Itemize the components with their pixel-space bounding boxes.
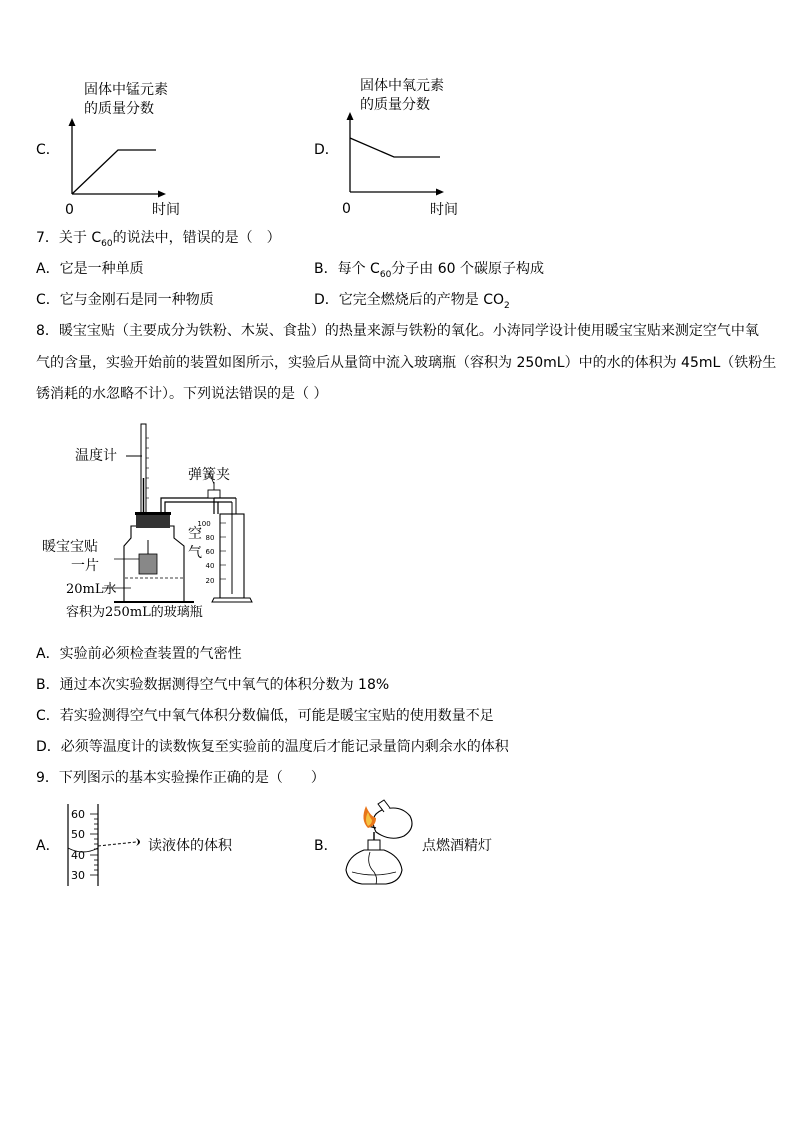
graph-d-ylabel-line2: 的质量分数 xyxy=(360,97,430,113)
graph-c-y-arrow xyxy=(69,118,76,126)
q8-stem-line1: 8．暖宝宝贴（主要成分为铁粉、木炭、食盐）的热量来源与铁粉的氧化。小涛同学设计使用暖宝宝贴来测定空气中氧 xyxy=(36,323,759,339)
graduated-cylinder-reading-figure xyxy=(60,800,150,890)
label-bottle: 容积为250mL的玻璃瓶 xyxy=(66,605,203,620)
q9-stem: 9．下列图示的基本实验操作正确的是（ ） xyxy=(36,770,325,786)
graph-d-origin: 0 xyxy=(342,201,351,217)
graph-c-xlabel: 时间 xyxy=(152,202,180,218)
graph-d-y-arrow xyxy=(347,112,354,120)
upper-alcohol-lamp xyxy=(373,808,412,838)
q9-tick-60: 60 xyxy=(71,808,85,821)
lower-lamp-wick-holder xyxy=(368,840,380,850)
cylinder-base xyxy=(212,598,252,602)
q9-tick-40: 40 xyxy=(71,849,85,862)
glass-tube xyxy=(161,498,214,514)
q8-stem-line3: 锈消耗的水忽略不计）。下列说法错误的是（ ） xyxy=(36,386,328,402)
scale-label-80: 80 xyxy=(205,534,215,542)
option-c-label: C． xyxy=(36,142,60,158)
scale-label-40: 40 xyxy=(205,562,215,570)
q7-option-a: A．它是一种单质 xyxy=(36,261,144,277)
q9-tick-30: 30 xyxy=(71,869,85,882)
q7-option-c: C．它与金刚石是同一种物质 xyxy=(36,292,214,308)
graph-c-curve xyxy=(72,150,156,194)
graph-c-ylabel-line2: 的质量分数 xyxy=(84,101,154,117)
q8-option-b: B．通过本次实验数据测得空气中氧气的体积分数为 18% xyxy=(36,677,390,693)
graph-d-curve xyxy=(350,138,440,157)
graph-d-x-arrow xyxy=(436,189,444,196)
graph-c-origin: 0 xyxy=(65,202,74,218)
q9-tick-50: 50 xyxy=(71,828,85,841)
lower-alcohol-lamp xyxy=(346,850,402,884)
q9-option-b-caption: 点燃酒精灯 xyxy=(422,838,492,854)
q9-option-a-caption: 读液体的体积 xyxy=(148,838,232,854)
stopper xyxy=(136,514,170,528)
sight-line xyxy=(98,842,136,846)
label-air-1: 空 xyxy=(188,526,202,542)
label-pad-line2: 一片 xyxy=(71,558,99,574)
spring-clamp xyxy=(208,490,220,498)
q8-option-a: A．实验前必须检查装置的气密性 xyxy=(36,646,242,662)
graph-c-x-arrow xyxy=(158,191,166,198)
scale-label-20: 20 xyxy=(205,577,215,585)
graph-d-ylabel-line1: 固体中氧元素 xyxy=(360,78,444,94)
graph-d-xlabel: 时间 xyxy=(430,202,458,218)
scale-label-60: 60 xyxy=(205,548,215,556)
lighting-alcohol-lamp-figure xyxy=(334,798,424,890)
q8-option-d: D．必须等温度计的读数恢复至实验前的温度后才能记录量筒内剩余水的体积 xyxy=(36,739,509,755)
q9-option-a-label: A． xyxy=(36,838,60,854)
scale-label-100: 100 xyxy=(197,520,211,528)
q7-stem: 7．关于 $C_{60}$的说法中，错误的是（ ） xyxy=(36,230,281,249)
eye-icon xyxy=(136,838,140,846)
hand-warmer-pad xyxy=(139,554,157,574)
label-pad-line1: 暖宝宝贴 xyxy=(42,539,98,555)
label-air-2: 气 xyxy=(188,545,202,561)
q8-stem-line2: 气的含量，实验开始前的装置如图所示，实验后从量筒中流入玻璃瓶（容积为 250mL）中的水的体积为 45mL（铁粉生 xyxy=(36,355,777,371)
graph-c-axes xyxy=(60,118,170,200)
label-water: 20mL水 xyxy=(66,582,117,597)
q7-option-b: B．每个 $C_{60}$分子由 60 个碳原子构成 xyxy=(314,261,545,280)
option-d-label: D． xyxy=(314,142,339,158)
graph-c-ylabel-line1: 固体中锰元素 xyxy=(84,82,168,98)
cylinder-graduations xyxy=(90,814,98,875)
label-spring-clamp: 弹簧夹 xyxy=(188,467,230,483)
graph-d-axes xyxy=(338,112,450,198)
q7-option-d: D．它完全燃烧后的产物是 $CO_2$ xyxy=(314,292,510,311)
q8-option-c: C．若实验测得空气中氧气体积分数偏低，可能是暖宝宝贴的使用数量不足 xyxy=(36,708,494,724)
label-thermometer: 温度计 xyxy=(75,448,117,464)
q9-option-b-label: B． xyxy=(314,838,338,854)
